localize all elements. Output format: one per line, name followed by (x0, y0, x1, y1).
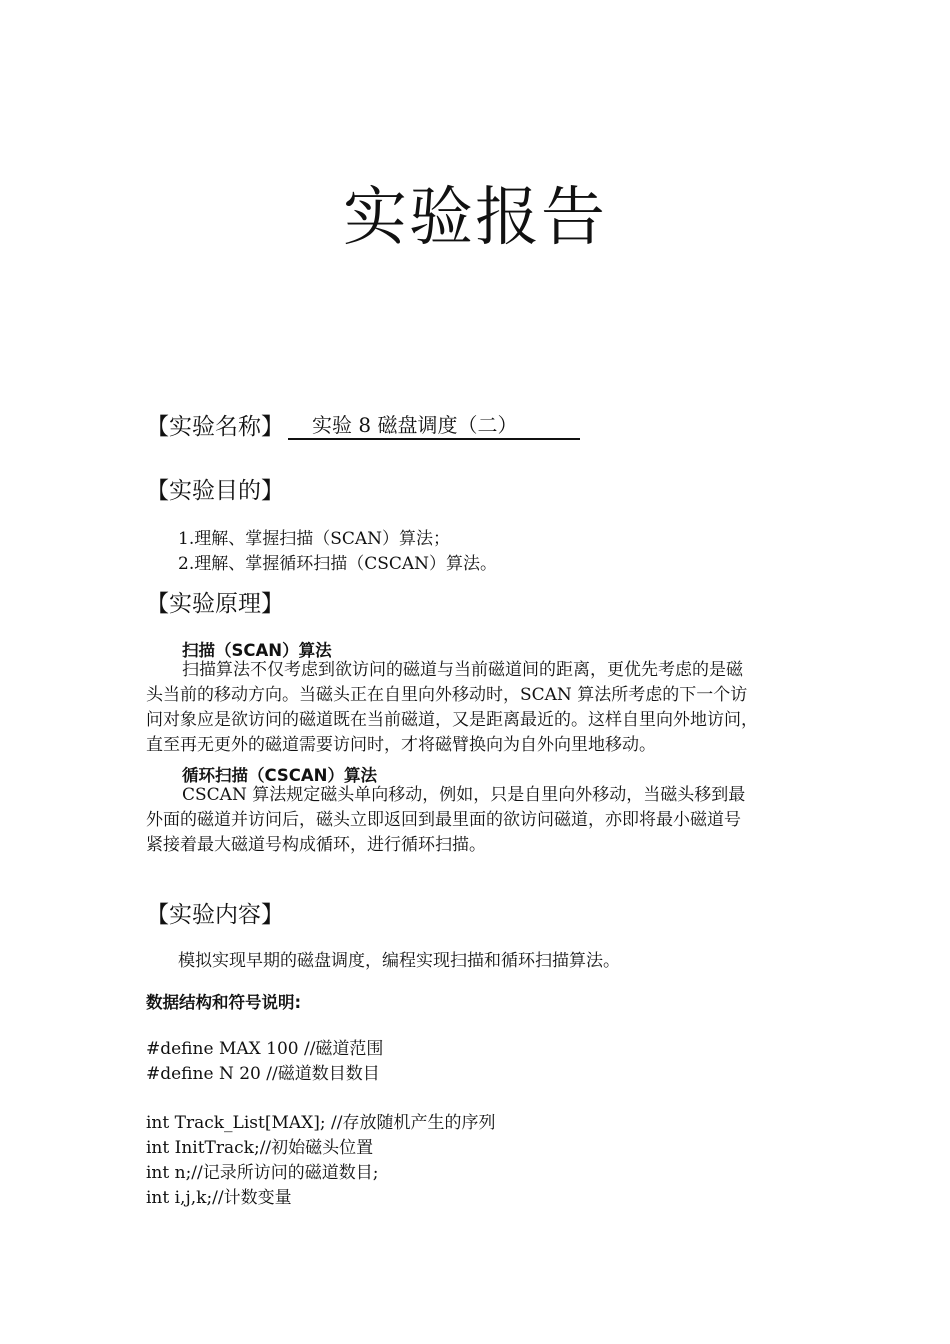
scan-line: 问对象应是欲访问的磁道既在当前磁道，又是距离最近的。这样自里向外地访问， (146, 710, 758, 730)
experiment-content-text: 模拟实现早期的磁盘调度，编程实现扫描和循环扫描算法。 (178, 951, 620, 971)
scan-line: 扫描算法不仅考虑到欲访问的磁道与当前磁道间的距离，更优先考虑的是磁 (182, 660, 743, 680)
purpose-item-1: 1.理解、掌握扫描（SCAN）算法； (178, 529, 451, 549)
experiment-principle-label: 【实验原理】 (146, 591, 284, 617)
cscan-line: CSCAN 算法规定磁头单向移动，例如，只是自里向外移动，当磁头移到最 (182, 785, 746, 805)
purpose-item-2: 2.理解、掌握循环扫描（CSCAN）算法。 (178, 554, 498, 574)
report-title: 实验报告 (343, 181, 607, 255)
code-line: int InitTrack;//初始磁头位置 (146, 1138, 374, 1158)
scan-algorithm-description (146, 658, 808, 758)
cscan-algorithm-title: 循环扫描（CSCAN）算法 (182, 766, 377, 785)
code-line: int Track_List[MAX]; //存放随机产生的序列 (146, 1113, 496, 1133)
scan-line: 直至再无更外的磁道需要访问时，才将磁臂换向为自外向里地移动。 (146, 735, 656, 755)
experiment-content-label: 【实验内容】 (146, 902, 284, 928)
experiment-name-value: 实验 8 磁盘调度（二） (288, 410, 580, 440)
code-line: int i,j,k;//计数变量 (146, 1188, 292, 1208)
scan-line: 头当前的移动方向。当磁头正在自里向外移动时，SCAN 算法所考虑的下一个访 (146, 685, 748, 705)
cscan-line: 外面的磁道并访问后，磁头立即返回到最里面的欲访问磁道，亦即将最小磁道号 (146, 810, 741, 830)
experiment-purpose-label: 【实验目的】 (146, 478, 284, 504)
scan-algorithm-title: 扫描（SCAN）算法 (182, 641, 332, 660)
code-line: #define MAX 100 //磁道范围 (146, 1039, 384, 1059)
experiment-name-label: 【实验名称】 (146, 414, 284, 440)
data-structure-title: 数据结构和符号说明: (146, 993, 302, 1012)
code-line: int n;//记录所访问的磁道数目; (146, 1163, 379, 1183)
cscan-line: 紧接着最大磁道号构成循环，进行循环扫描。 (146, 835, 486, 855)
cscan-algorithm-description (146, 783, 808, 858)
code-line: #define N 20 //磁道数目数目 (146, 1064, 380, 1084)
